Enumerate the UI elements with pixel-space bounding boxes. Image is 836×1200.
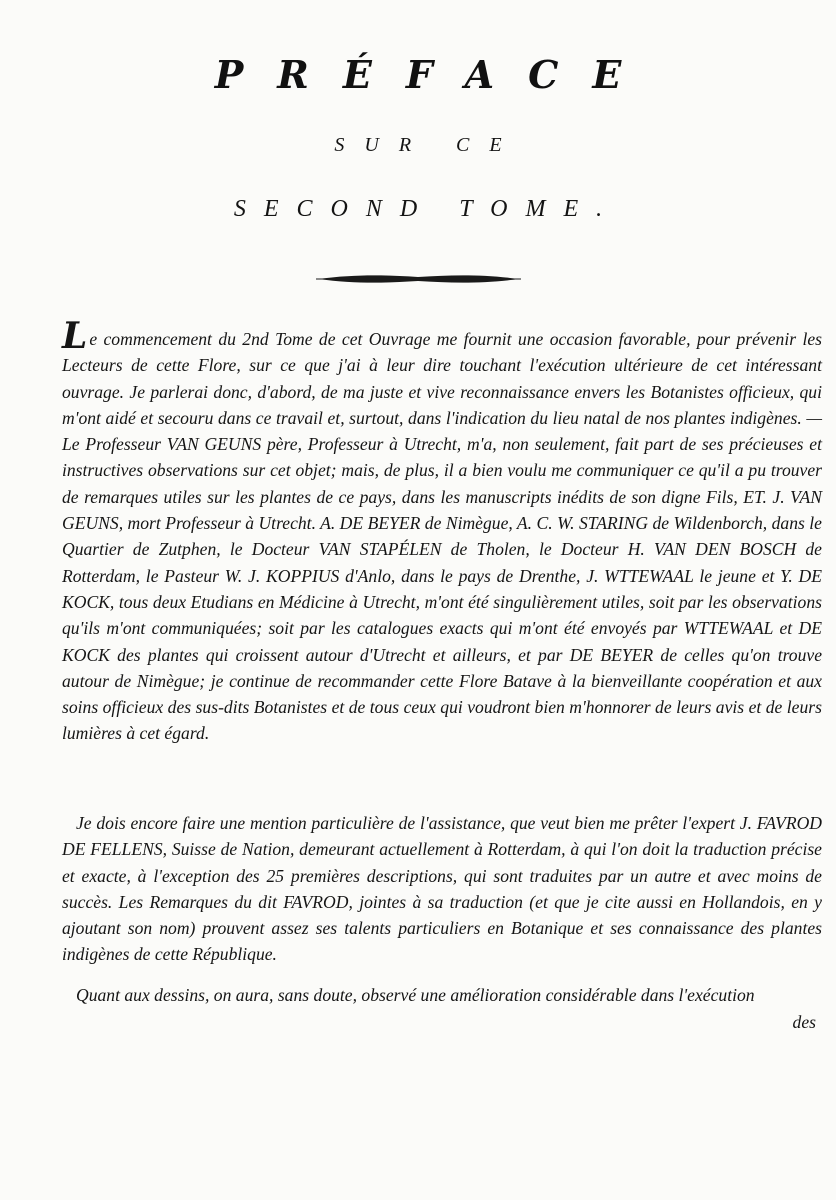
paragraph-1-text: e commencement du 2nd Tome de cet Ouvrage me fournit une occasion favorable, pour prévenir les Lecteurs de cette Flore, sur ce que j'ai à leur dire touchant l'exécution ultérieure de cet intéressant ouvrage. Je parlerai donc, d'abord, de ma juste et vive reconnaissance envers les Botanistes officieux, qui m'ont aidé et secouru dans ce travail et, surtout, dans l'indication du lieu natal de nos plantes indigènes. — Le Professeur VAN GEUNS père, Professeur à Utrecht, m'a, non seulement, fait part de ses précieuses et instructives observations sur cet objet; mais, de plus, il a bien voulu me communiquer ce qu'il a pu trouver de remarques utiles sur les plantes de ce pays, dans les manuscripts inédits de son digne Fils, ET. J. VAN GEUNS, mort Professeur à Utrecht. A. DE BEYER de Nimègue, A. C. W. STARING de Wildenborch, dans le Quartier de Zutphen, le Docteur VAN STAPÉLEN de Tholen, le Docteur H. VAN DEN BOSCH de Rotterdam, le Pasteur W. J. KOPPIUS d'Anlo, dans le pays de Drenthe, J. WTTEWAAL le jeune et Y. DE KOCK, tous deux Etudians en Médicine à Utrecht, m'ont été singulièrement utiles, soit par les observations qu'ils m'ont communiquées; soit par les catalogues exacts qui m'ont été envoyés par WTTEWAAL et DE KOCK des plantes qui croissent autour d'Utrecht et ailleurs, et par DE BEYER de celles qu'on trouve autour de Nimègue; je continue de recommander cette Flore Batave à la bienveillante coopération et aux soins officieux des sus-dits Botanistes et de tous ceux qui voudront bien m'honnorer de leurs avis et de leurs lumières à cet égard. <box>62 329 822 744</box>
paragraph-3: Quant aux dessins, on aura, sans doute, observé une amélioration considérable dans l'exécution <box>76 985 755 1005</box>
page-title: PRÉFACE <box>214 52 656 97</box>
subtitle-line-1: SUR CE <box>334 134 522 156</box>
drop-cap: L <box>62 315 88 357</box>
paragraph-2: Je dois encore faire une mention particulière de l'assistance, que veut bien me prêter l'expert J. FAVROD DE FELLENS, Suisse de Nation, demeurant actuellement à Rotterdam, à qui l'on doit la traduction précise et exacte, à l'exception des 25 premières descriptions, qui sont traduites par un autre et avec moins de succès. Les Remarques du dit FAVROD, jointes à sa traduction (et que je cite aussi en Hollandois, en y ajoutant son nom) prouvent assez ses talents particuliers en Botanique et ses connaissance des plantes indigènes de cette République. <box>62 813 822 965</box>
subtitle-line-2: SECOND TOME. <box>233 196 621 222</box>
ornamental-rule <box>316 272 521 286</box>
catchword: des <box>792 1012 816 1032</box>
paragraph-1 <box>62 315 822 747</box>
